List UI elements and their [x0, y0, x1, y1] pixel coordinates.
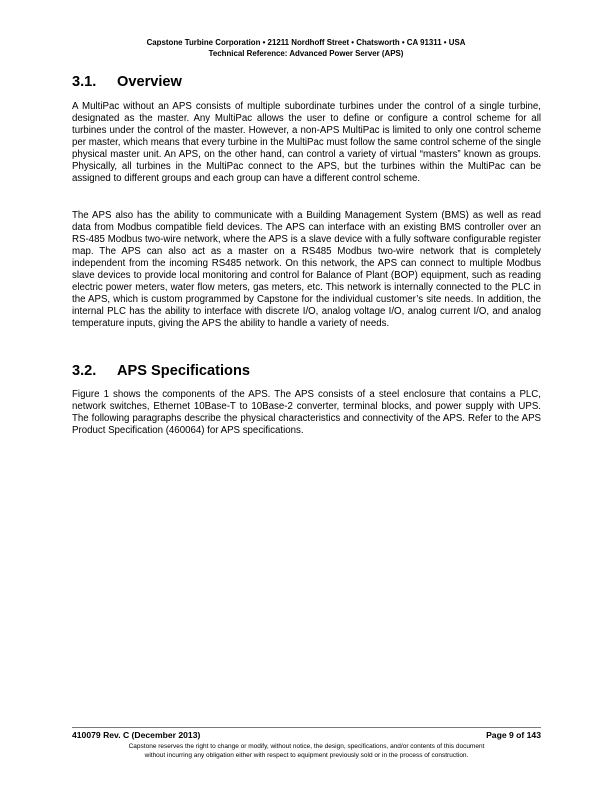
section-title: Overview: [117, 74, 182, 90]
footer-page-number: Page 9 of 143: [486, 730, 541, 740]
section-heading-aps-specifications: [72, 363, 250, 380]
specifications-paragraph-1: Figure 1 shows the components of the APS. The APS consists of a steel enclosure that contains a PLC, network switches, Ethernet 10Base-T to 10Base-2 converter, terminal blocks, and power supply with UPS. The following paragraphs describe the physical characteristics and connectivity of the APS. Refer to the APS Product Specification (460064) for APS specifications.: [72, 389, 541, 437]
section-number: 3.2.: [72, 363, 97, 379]
page-header: [0, 37, 612, 59]
footer-divider: [72, 727, 541, 728]
header-document-title: Technical Reference: Advanced Power Server (APS): [208, 49, 404, 58]
section-title: APS Specifications: [117, 363, 251, 379]
footer-document-id: 410079 Rev. C (December 2013): [72, 730, 201, 740]
overview-paragraph-2: The APS also has the ability to communicate with a Building Management System (BMS) as well as read data from Modbus compatible field devices. The APS can interface with an existing BMS controller over an RS-485 Modbus two-wire network, where the APS is a slave device with a fully software configurable register map. The APS can also act as a master on a RS485 Modbus two-wire network that is completely independent from the incoming RS485 network. On this network, the APS can connect to multiple Modbus slave devices to provide local monitoring and control for Balance of Plant (BOP) equipment, such as reading electric power meters, water flow meters, gas meters, etc. This network is internally connected to the PLC in the APS, which is custom programmed by Capstone for the individual customer’s site needs. In addition, the internal PLC has the ability to interface with discrete I/O, analog voltage I/O, analog current I/O, and analog temperature inputs, giving the APS the ability to handle a variety of needs.: [72, 210, 541, 330]
footer-disclaimer: [60, 742, 553, 760]
footer-disclaimer-line: Capstone reserves the right to change or modify, without notice, the design, specifications, and/or contents of this document: [128, 743, 485, 750]
footer-disclaimer-line: without incurring any obligation either with respect to equipment previously sold or in the process of construction.: [144, 752, 469, 759]
section-heading-overview: [72, 74, 182, 91]
section-number: 3.1.: [72, 74, 97, 90]
header-company-address: Capstone Turbine Corporation • 21211 Nordhoff Street • Chatsworth • CA 91311 • USA: [146, 38, 466, 47]
overview-paragraph-1: A MultiPac without an APS consists of multiple subordinate turbines under the control of a single turbine, designated as the master. Any MultiPac allows the user to define or configure a control scheme for all turbines under the control of the master. However, a non-APS MultiPac is limited to only one control scheme per master, which means that every turbine in the MultiPac must follow the same control scheme of the single physical master unit. An APS, on the other hand, can control a variety of virtual “masters” known as groups. Physically, all turbines in the MultiPac connect to the APS, but the turbines within the MultiPac can be assigned to different groups and each group can have a different control scheme.: [72, 101, 541, 185]
